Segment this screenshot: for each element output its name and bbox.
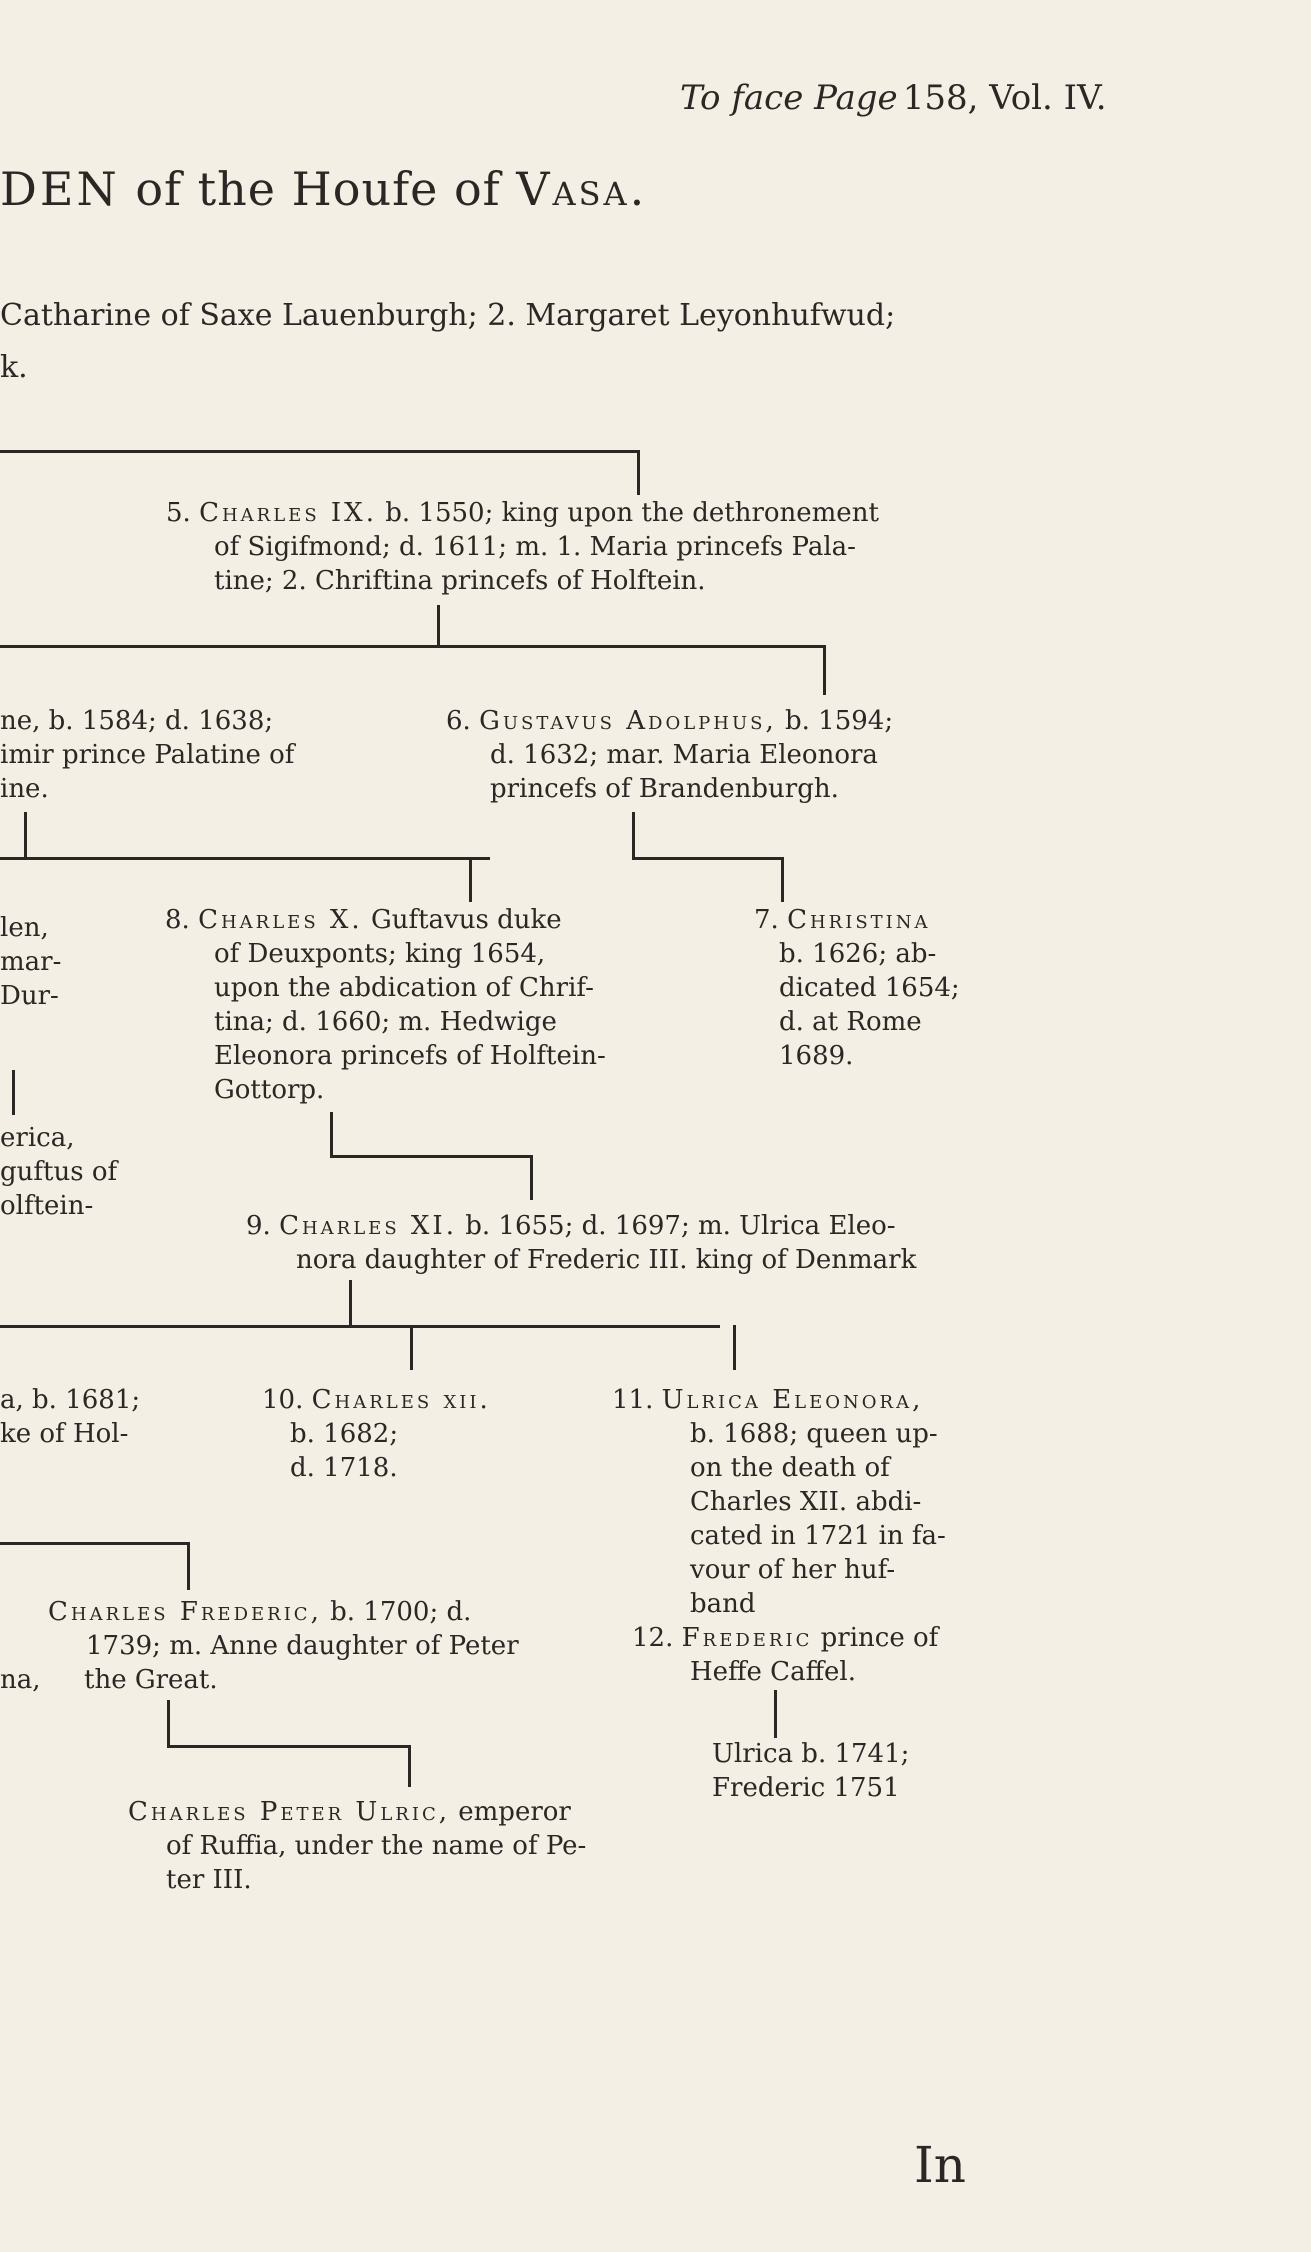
- person-gustavus-line: d. 1632; mar. Maria Eleonora: [490, 740, 878, 770]
- person-fragment-ne: ne, b. 1584; d. 1638;: [0, 706, 274, 736]
- person-frederic-1751: Frederic 1751: [712, 1773, 900, 1803]
- person-charles-x-line: Gottorp.: [214, 1075, 325, 1105]
- person-christina-line: dicated 1654;: [779, 973, 960, 1003]
- person-fragment-ne: ine.: [0, 774, 49, 804]
- person-fragment-na: na,: [0, 1665, 41, 1695]
- connector-line: [0, 450, 640, 453]
- connector-line: [632, 857, 784, 860]
- connector-line: [167, 1700, 170, 1745]
- page-ref-number: 158, Vol. IV.: [902, 78, 1107, 118]
- person-ulrica-eleonora-line: cated in 1721 in fa-: [690, 1521, 946, 1551]
- person-ulrica-eleonora: 11. Ulrica Eleonora,: [612, 1385, 924, 1415]
- person-gustavus-adolphus: 6. Gustavus Adolphus, b. 1594;: [446, 706, 894, 736]
- person-charles-ix-line: of Sigifmond; d. 1611; m. 1. Maria princefs Pala-: [214, 532, 856, 562]
- person-ulrica-eleonora-line: band: [690, 1589, 756, 1619]
- person-fragment-a: a, b. 1681;: [0, 1385, 141, 1415]
- person-charles-x-line: of Deuxponts; king 1654,: [214, 939, 546, 969]
- connector-line: [733, 1325, 736, 1370]
- connector-line: [530, 1155, 533, 1200]
- person-fragment-ne: imir prince Palatine of: [0, 740, 295, 770]
- person-fragment-erica: guftus of: [0, 1157, 118, 1187]
- person-charles-x-line: upon the abdication of Chrif-: [214, 973, 594, 1003]
- connector-line: [12, 1070, 15, 1115]
- page-title: [0, 162, 647, 216]
- person-fragment-len: Dur-: [0, 981, 59, 1011]
- connector-line: [632, 812, 635, 857]
- person-christina: 7. Christina: [754, 905, 931, 935]
- person-charles-x: 8. Charles X. Guftavus duke: [165, 905, 562, 935]
- connector-line: [781, 857, 784, 902]
- person-fragment-len: mar-: [0, 947, 62, 977]
- connector-line: [437, 605, 440, 645]
- person-ulrica-eleonora-line: b. 1688; queen up-: [690, 1419, 938, 1449]
- title-house: Vasa.: [516, 162, 648, 216]
- person-ulrica-eleonora-line: on the death of: [690, 1453, 890, 1483]
- subtitle-line1: Catharine of Saxe Lauenburgh; 2. Margaret Leyonhufwud;: [0, 298, 896, 333]
- person-frederic-hesse: 12. Frederic prince of: [632, 1623, 939, 1653]
- person-christina-line: b. 1626; ab-: [779, 939, 937, 969]
- connector-line: [774, 1690, 777, 1738]
- person-ulrica-eleonora-line: vour of her huf-: [690, 1555, 896, 1585]
- connector-line: [410, 1325, 413, 1370]
- connector-line: [408, 1745, 411, 1787]
- person-charles-frederic: Charles Frederic, b. 1700; d.: [48, 1597, 472, 1627]
- person-charles-x-line: tina; d. 1660; m. Hedwige: [214, 1007, 557, 1037]
- connector-line: [187, 1542, 190, 1590]
- page-reference: [680, 78, 1107, 118]
- person-frederic-hesse-line: Heffe Caffel.: [690, 1657, 857, 1687]
- connector-line: [349, 1280, 352, 1325]
- person-ulrica-1741: Ulrica b. 1741;: [712, 1739, 910, 1769]
- connector-line: [0, 1542, 190, 1545]
- person-charles-peter-line: ter III.: [166, 1865, 252, 1895]
- person-ulrica-eleonora-line: Charles XII. abdi-: [690, 1487, 922, 1517]
- person-christina-line: d. at Rome: [779, 1007, 922, 1037]
- subtitle-line2: k.: [0, 350, 28, 385]
- connector-line: [24, 812, 27, 857]
- person-fragment-erica: erica,: [0, 1123, 75, 1153]
- person-charles-xii-line: d. 1718.: [290, 1453, 398, 1483]
- person-charles-xi: 9. Charles XI. b. 1655; d. 1697; m. Ulrica Eleo-: [246, 1211, 896, 1241]
- person-charles-peter-line: of Ruffia, under the name of Pe-: [166, 1831, 587, 1861]
- person-charles-xii: 10. Charles xii.: [262, 1385, 491, 1415]
- connector-line: [330, 1112, 333, 1157]
- person-charles-xi-line: nora daughter of Frederic III. king of Denmark: [296, 1245, 917, 1275]
- person-charles-ix: 5. Charles IX. b. 1550; king upon the dethronement: [166, 498, 879, 528]
- person-charles-peter-ulric: Charles Peter Ulric, emperor: [128, 1797, 571, 1827]
- person-charles-frederic-line: 1739; m. Anne daughter of Peter: [86, 1631, 519, 1661]
- connector-line: [637, 450, 640, 495]
- page-ref-italic: To face Page: [680, 78, 898, 118]
- title-lead: DEN: [0, 162, 120, 216]
- person-charles-frederic-line: the Great.: [84, 1665, 218, 1695]
- connector-line: [0, 1325, 720, 1328]
- connector-line: [0, 857, 490, 860]
- person-charles-ix-line: tine; 2. Chriftina princefs of Holftein.: [214, 566, 706, 596]
- connector-line: [330, 1155, 532, 1158]
- person-fragment-erica: olftein-: [0, 1191, 94, 1221]
- connector-line: [823, 645, 826, 695]
- title-text: of the Houfe of: [135, 162, 501, 216]
- person-gustavus-line: princefs of Brandenburgh.: [490, 774, 839, 804]
- connector-line: [167, 1745, 411, 1748]
- person-fragment-a: ke of Hol-: [0, 1419, 129, 1449]
- person-christina-line: 1689.: [779, 1041, 854, 1071]
- connector-line: [469, 857, 472, 902]
- person-charles-xii-line: b. 1682;: [290, 1419, 399, 1449]
- connector-line: [0, 645, 826, 648]
- person-fragment-len: len,: [0, 913, 49, 943]
- person-charles-x-line: Eleonora princefs of Holftein-: [214, 1041, 606, 1071]
- catchword: In: [914, 2136, 966, 2194]
